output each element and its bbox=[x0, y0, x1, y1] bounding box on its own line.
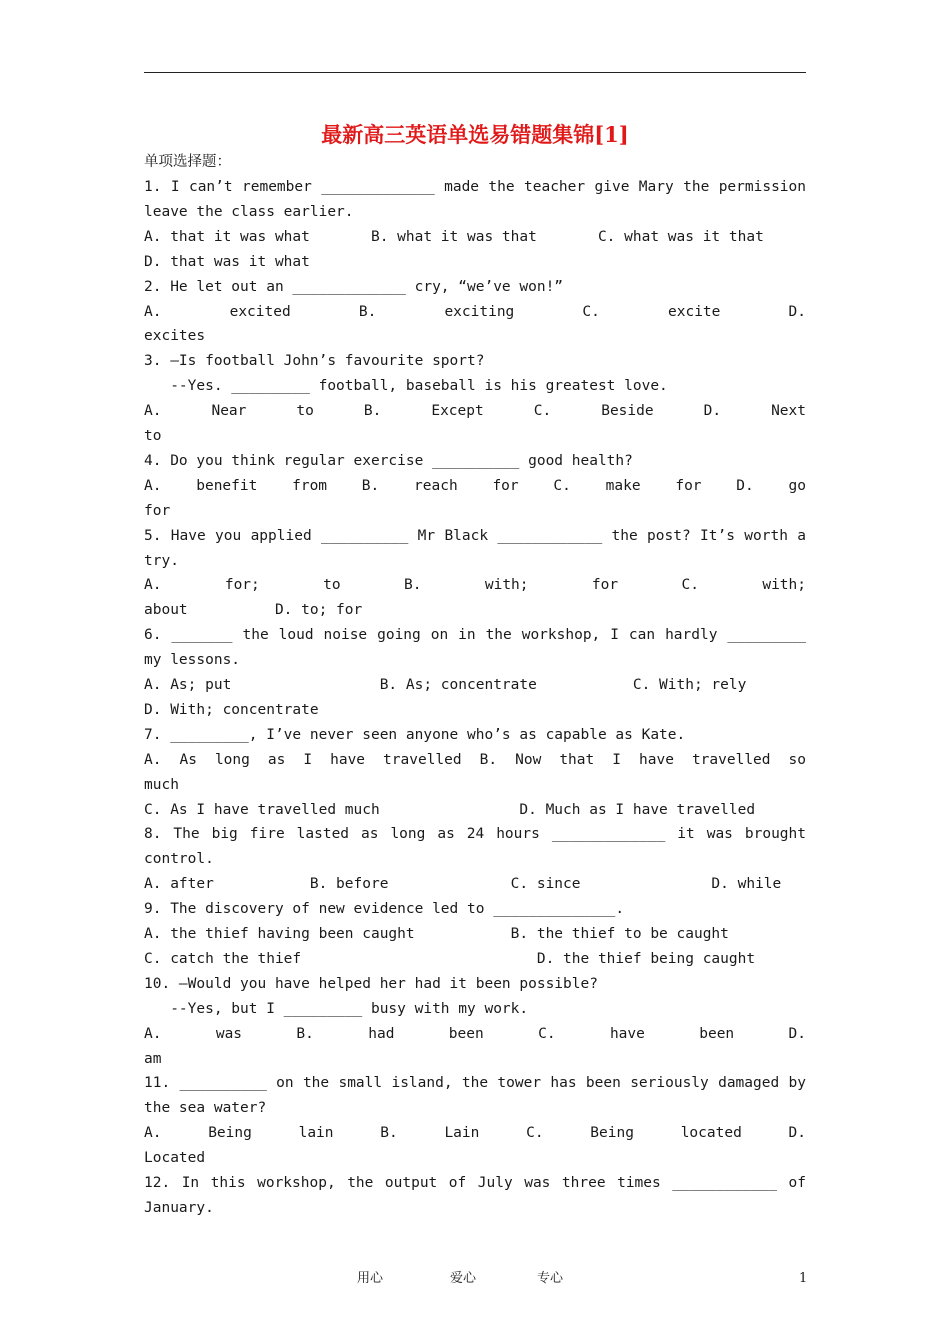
text-line: A. the thief having been caught B. the thief to be caught bbox=[144, 926, 729, 942]
text-line: try. bbox=[144, 552, 179, 569]
text-line: A. was B. had been C. have been D. bbox=[144, 1025, 806, 1042]
footer-motto-3: 专心 bbox=[537, 1271, 564, 1286]
text-line: D. With; concentrate bbox=[144, 701, 319, 718]
footer-motto-1: 用心 bbox=[357, 1271, 384, 1286]
text-line: 3. –Is football John’s favourite sport? bbox=[144, 353, 485, 370]
text-line: A. Being lain B. Lain C. Being located D. bbox=[144, 1125, 806, 1142]
text-line: January. bbox=[144, 1199, 214, 1216]
text-line: the sea water? bbox=[144, 1100, 267, 1117]
text-line: about D. to; for bbox=[144, 602, 363, 619]
text-line: 12. In this workshop, the output of July was three times ____________ of bbox=[144, 1175, 806, 1191]
text-line: A. As; put B. As; concentrate C. With; rely bbox=[144, 677, 747, 693]
text-line: D. that was it what bbox=[144, 253, 310, 270]
text-line: A. for; to B. with; for C. with; bbox=[144, 577, 806, 594]
text-line: C. catch the thief D. the thief being caught bbox=[144, 950, 756, 967]
text-line: 8. The big fire lasted as long as 24 hours _____________ it was brought bbox=[144, 826, 806, 843]
text-line: my lessons. bbox=[144, 652, 241, 669]
text-line: 9. The discovery of new evidence led to ______________. bbox=[144, 901, 625, 918]
text-line: --Yes. _________ football, baseball is his greatest love. bbox=[144, 378, 668, 395]
text-line: 11. __________ on the small island, the tower has been seriously damaged by bbox=[144, 1075, 806, 1092]
text-line: C. As I have travelled much D. Much as I have travelled bbox=[144, 801, 756, 818]
text-line: 2. He let out an _____________ cry, “we’ve won!” bbox=[144, 278, 564, 295]
text-line: 7. _________, I’ve never seen anyone who’s as capable as Kate. bbox=[144, 726, 686, 743]
text-line: 6. _______ the loud noise going on in the workshop, I can hardly _________ bbox=[144, 627, 806, 644]
text-line: to bbox=[144, 428, 162, 444]
text-line: 10. –Would you have helped her had it been possible? bbox=[144, 975, 598, 992]
page-title: 最新高三英语单选易错题集锦[1] bbox=[321, 122, 629, 147]
text-line: A. that it was what B. what it was that C. what was it that bbox=[144, 228, 764, 245]
text-line: leave the class earlier. bbox=[144, 203, 354, 220]
text-line: am bbox=[144, 1050, 162, 1067]
text-line: A. benefit from B. reach for C. make for D. go bbox=[144, 477, 806, 494]
page-number: 1 bbox=[799, 1271, 808, 1286]
text-line: A. after B. before C. since D. while bbox=[144, 876, 782, 893]
text-line: much bbox=[144, 776, 179, 793]
text-line: 1. I can’t remember _____________ made the teacher give Mary the permission bbox=[144, 179, 806, 195]
text-line: 5. Have you applied __________ Mr Black ____________ the post? It’s worth a bbox=[144, 527, 806, 544]
text-line: A. excited B. exciting C. excite D. bbox=[144, 303, 806, 320]
text-line: control. bbox=[144, 851, 214, 868]
text-line: --Yes, but I _________ busy with my work. bbox=[144, 1000, 529, 1017]
section-heading: 单项选择题： bbox=[144, 154, 231, 170]
text-line: excites bbox=[144, 328, 206, 345]
text-line: 4. Do you think regular exercise __________ good health? bbox=[144, 452, 633, 469]
text-line: Located bbox=[144, 1150, 206, 1167]
text-line: A. Near to B. Except C. Beside D. Next bbox=[144, 403, 806, 420]
footer-motto-2: 爱心 bbox=[450, 1271, 477, 1286]
header-rule bbox=[144, 72, 806, 73]
text-line: A. As long as I have travelled B. Now that I have travelled so bbox=[144, 751, 806, 768]
text-line: for bbox=[144, 502, 171, 519]
